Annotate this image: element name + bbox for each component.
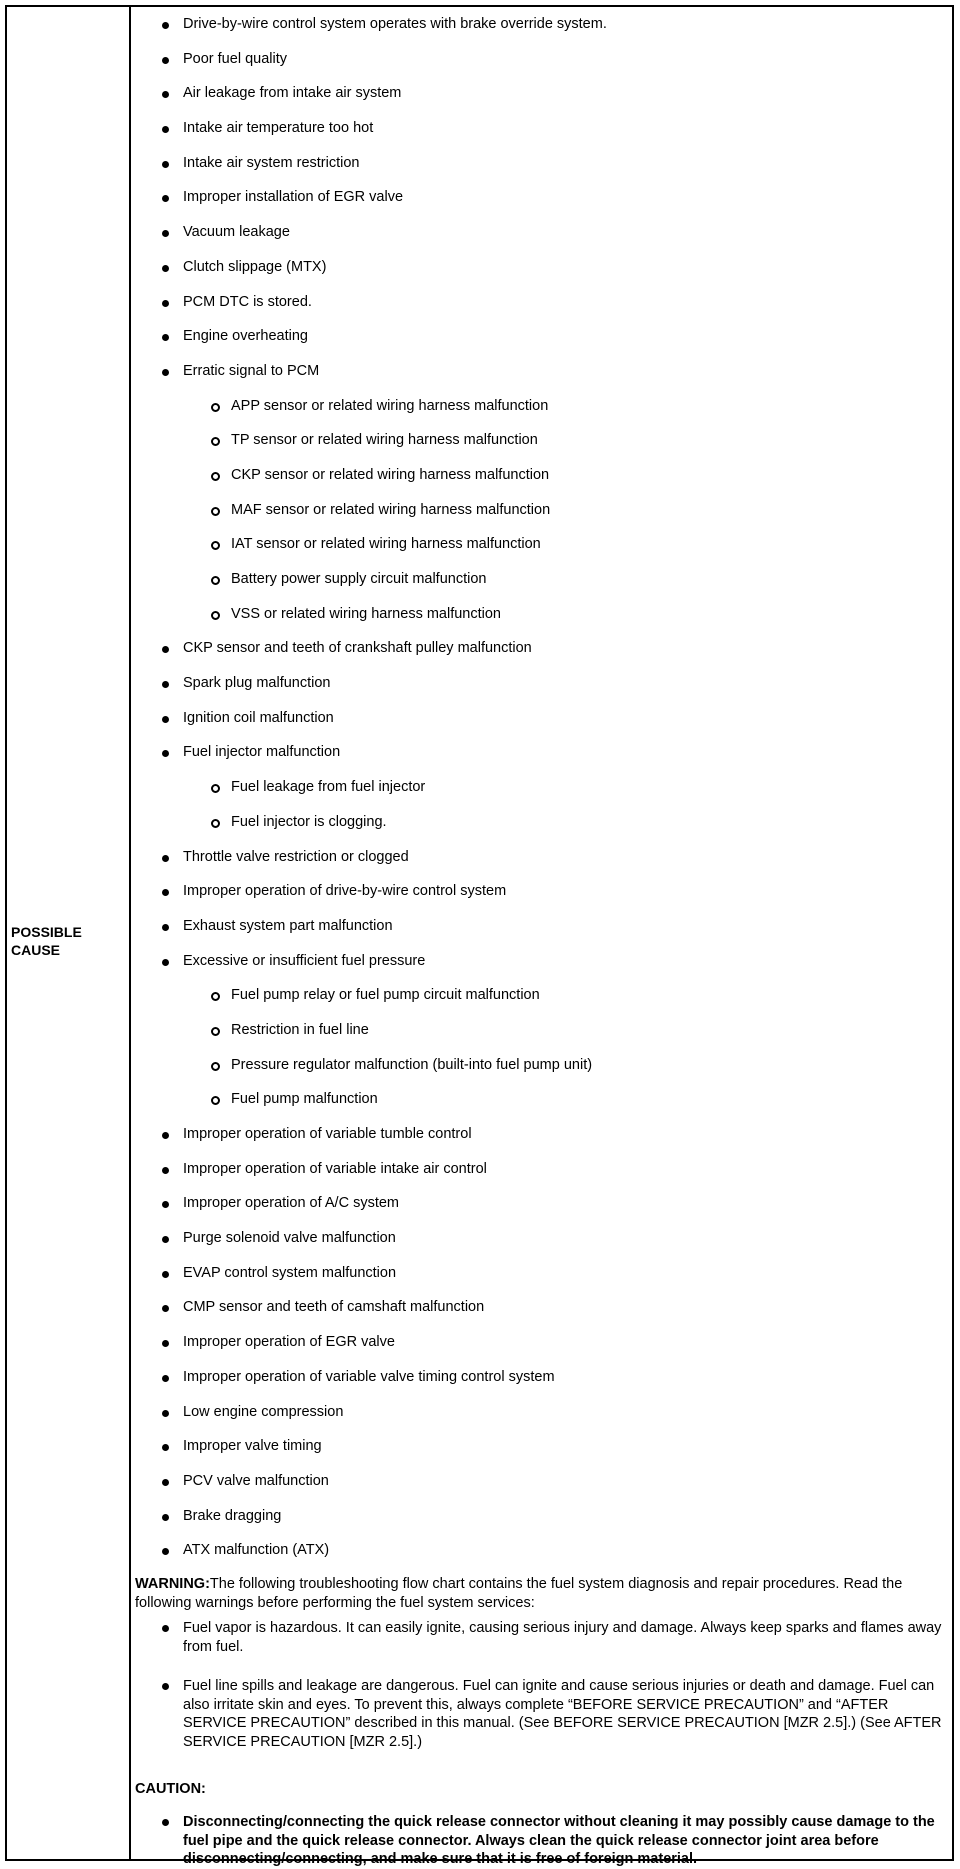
cause-text: Air leakage from intake air system bbox=[183, 85, 402, 102]
caution-label: CAUTION: bbox=[135, 1781, 206, 1797]
open-circle-bullet-icon bbox=[211, 541, 220, 550]
cause-text: APP sensor or related wiring harness malfunction bbox=[231, 397, 549, 414]
cause-item bbox=[131, 1360, 952, 1395]
cause-text: Clutch slippage (MTX) bbox=[183, 258, 327, 275]
cause-text: VSS or related wiring harness malfunction bbox=[231, 605, 501, 622]
sub-cause-item bbox=[131, 527, 952, 562]
bullet-icon bbox=[162, 1514, 169, 1521]
label-cell bbox=[7, 7, 131, 1859]
cause-text: Low engine compression bbox=[183, 1403, 344, 1420]
bullet-icon bbox=[162, 1132, 169, 1139]
open-circle-bullet-icon bbox=[211, 1027, 220, 1036]
bullet-icon bbox=[162, 1548, 169, 1555]
cause-text: Improper operation of drive-by-wire control system bbox=[183, 883, 507, 900]
sub-cause-item bbox=[131, 1082, 952, 1117]
cause-text: Throttle valve restriction or clogged bbox=[183, 848, 409, 865]
cause-item bbox=[131, 840, 952, 875]
open-circle-bullet-icon bbox=[211, 507, 220, 516]
bullet-icon bbox=[162, 646, 169, 653]
warning-item bbox=[131, 1677, 951, 1751]
cause-item bbox=[131, 1186, 952, 1221]
cause-text: Poor fuel quality bbox=[183, 50, 287, 67]
open-circle-bullet-icon bbox=[211, 437, 220, 446]
open-circle-bullet-icon bbox=[211, 819, 220, 828]
bullet-icon bbox=[162, 959, 169, 966]
cause-text: Brake dragging bbox=[183, 1507, 282, 1524]
cause-text: Pressure regulator malfunction (built-into fuel pump unit) bbox=[231, 1056, 593, 1073]
bullet-icon bbox=[162, 1271, 169, 1278]
cause-item bbox=[131, 1152, 952, 1187]
cause-list bbox=[131, 7, 952, 1568]
bullet-icon bbox=[162, 1819, 169, 1826]
bullet-icon bbox=[162, 1625, 169, 1632]
open-circle-bullet-icon bbox=[211, 784, 220, 793]
warning-item-text: Fuel vapor is hazardous. It can easily ignite, causing serious injury and damage. Always keep sparks and flames away from fuel. bbox=[183, 1620, 942, 1655]
bullet-icon bbox=[162, 300, 169, 307]
cause-item bbox=[131, 354, 952, 389]
cause-text: Improper operation of variable intake air control bbox=[183, 1160, 487, 1177]
cause-text: Improper operation of variable valve timing control system bbox=[183, 1368, 555, 1385]
cause-text: EVAP control system malfunction bbox=[183, 1264, 397, 1281]
bullet-icon bbox=[162, 1201, 169, 1208]
caution-item bbox=[131, 1813, 951, 1869]
sub-cause-item bbox=[131, 1048, 952, 1083]
content-cell bbox=[131, 7, 952, 1867]
cause-item bbox=[131, 1533, 952, 1568]
bullet-icon bbox=[162, 195, 169, 202]
cause-text: Engine overheating bbox=[183, 328, 308, 345]
warning-block bbox=[135, 1575, 951, 1613]
cause-text: Ignition coil malfunction bbox=[183, 709, 334, 726]
cause-text: IAT sensor or related wiring harness malfunction bbox=[231, 536, 541, 553]
cause-item bbox=[131, 735, 952, 770]
cause-text: Excessive or insufficient fuel pressure bbox=[183, 952, 426, 969]
cause-item bbox=[131, 250, 952, 285]
cause-text: Intake air temperature too hot bbox=[183, 120, 374, 137]
cause-item bbox=[131, 76, 952, 111]
cause-text: ATX malfunction (ATX) bbox=[183, 1542, 330, 1559]
cause-item bbox=[131, 7, 952, 42]
cause-text: Spark plug malfunction bbox=[183, 675, 331, 692]
cause-item bbox=[131, 1464, 952, 1499]
bullet-icon bbox=[162, 855, 169, 862]
warning-item bbox=[131, 1619, 951, 1656]
cause-text: Improper operation of variable tumble control bbox=[183, 1126, 472, 1142]
cause-item bbox=[131, 701, 952, 736]
cause-text: CKP sensor and teeth of crankshaft pulley malfunction bbox=[183, 640, 532, 657]
cause-text: Improper installation of EGR valve bbox=[183, 189, 404, 206]
bullet-icon bbox=[162, 265, 169, 272]
cause-item bbox=[131, 215, 952, 250]
bullet-icon bbox=[162, 681, 169, 688]
bullet-icon bbox=[162, 750, 169, 757]
sub-cause-item bbox=[131, 423, 952, 458]
cause-text: Purge solenoid valve malfunction bbox=[183, 1230, 396, 1247]
cause-item bbox=[131, 111, 952, 146]
bullet-icon bbox=[162, 924, 169, 931]
cause-text: MAF sensor or related wiring harness malfunction bbox=[231, 501, 551, 518]
bullet-icon bbox=[162, 889, 169, 896]
possible-cause-table bbox=[5, 5, 954, 1867]
bullet-icon bbox=[162, 1683, 169, 1690]
cause-text: Exhaust system part malfunction bbox=[183, 917, 393, 934]
caution-item-text: Disconnecting/connecting the quick release connector without cleaning it may possibly cause damage to the fuel pipe and the quick release connector. Always clean the quick release connector joint area before disconnecting/connecting, and make sure that it is free of foreign material. bbox=[183, 1814, 935, 1867]
cause-text: Erratic signal to PCM bbox=[183, 362, 320, 379]
sub-cause-item bbox=[131, 458, 952, 493]
cause-text: CMP sensor and teeth of camshaft malfunction bbox=[183, 1299, 485, 1316]
bullet-icon bbox=[162, 1410, 169, 1417]
cause-item bbox=[131, 319, 952, 354]
cause-item bbox=[131, 285, 952, 320]
sub-cause-item bbox=[131, 805, 952, 840]
bullet-icon bbox=[162, 369, 169, 376]
bullet-icon bbox=[162, 716, 169, 723]
bullet-icon bbox=[162, 1305, 169, 1312]
cause-text: Improper operation of EGR valve bbox=[183, 1334, 395, 1351]
cause-text: Fuel injector malfunction bbox=[183, 744, 341, 761]
sub-cause-item bbox=[131, 562, 952, 597]
cause-text: Fuel pump relay or fuel pump circuit malfunction bbox=[231, 987, 540, 1004]
bullet-icon bbox=[162, 1444, 169, 1451]
cause-item bbox=[131, 42, 952, 77]
open-circle-bullet-icon bbox=[211, 403, 220, 412]
open-circle-bullet-icon bbox=[211, 1062, 220, 1071]
warning-text: The following troubleshooting flow chart contains the fuel system diagnosis and repair procedures. Read the following warnings before performing the fuel system services: bbox=[135, 1576, 903, 1611]
cause-item bbox=[131, 1429, 952, 1464]
cause-item bbox=[131, 146, 952, 181]
bullet-icon bbox=[162, 1479, 169, 1486]
possible-cause-label: POSSIBLE CAUSE bbox=[11, 924, 82, 958]
cause-item bbox=[131, 1256, 952, 1291]
cause-item bbox=[131, 1325, 952, 1360]
bullet-icon bbox=[162, 161, 169, 168]
bullet-icon bbox=[162, 230, 169, 237]
cause-text: Vacuum leakage bbox=[183, 224, 290, 241]
cause-text: Drive-by-wire control system operates with brake override system. bbox=[183, 16, 607, 32]
cause-item bbox=[131, 666, 952, 701]
open-circle-bullet-icon bbox=[211, 472, 220, 481]
sub-cause-item bbox=[131, 597, 952, 632]
bullet-icon bbox=[162, 57, 169, 64]
bullet-icon bbox=[162, 334, 169, 341]
cause-text: Fuel injector is clogging. bbox=[231, 813, 387, 830]
warning-label: WARNING: bbox=[135, 1576, 210, 1592]
warning-item-text: Fuel line spills and leakage are dangerous. Fuel can ignite and cause serious injuries or death and damage. Fuel can also irritate skin and eyes. To prevent this, always complete “BEFORE SERVICE PRECAUTION” and “AFTER SERVICE PRECAUTION” described in this manual. (See BEFORE SERVICE PRECAUTION [MZR 2.5].) (See AFTER SERVICE PRECAUTION [MZR 2.5].) bbox=[183, 1678, 942, 1750]
cause-item bbox=[131, 1221, 952, 1256]
cause-text: Restriction in fuel line bbox=[231, 1021, 369, 1038]
cause-item bbox=[131, 180, 952, 215]
cause-item bbox=[131, 1290, 952, 1325]
cause-item bbox=[131, 1395, 952, 1430]
cause-item bbox=[131, 874, 952, 909]
open-circle-bullet-icon bbox=[211, 576, 220, 585]
cause-item bbox=[131, 1117, 952, 1152]
cause-text: Improper valve timing bbox=[183, 1438, 322, 1455]
bullet-icon bbox=[162, 1236, 169, 1243]
bullet-icon bbox=[162, 126, 169, 133]
bullet-icon bbox=[162, 1375, 169, 1382]
cause-item bbox=[131, 1499, 952, 1534]
open-circle-bullet-icon bbox=[211, 1096, 220, 1105]
sub-cause-item bbox=[131, 770, 952, 805]
sub-cause-item bbox=[131, 493, 952, 528]
cause-text: CKP sensor or related wiring harness malfunction bbox=[231, 466, 550, 483]
bullet-icon bbox=[162, 91, 169, 98]
sub-cause-item bbox=[131, 389, 952, 424]
cause-item bbox=[131, 631, 952, 666]
cause-text: TP sensor or related wiring harness malfunction bbox=[231, 432, 538, 449]
bullet-icon bbox=[162, 22, 169, 29]
cause-item bbox=[131, 944, 952, 979]
cause-text: PCV valve malfunction bbox=[183, 1472, 329, 1489]
cause-text: Fuel pump malfunction bbox=[231, 1091, 378, 1108]
bullet-icon bbox=[162, 1167, 169, 1174]
open-circle-bullet-icon bbox=[211, 611, 220, 620]
cause-text: PCM DTC is stored. bbox=[183, 293, 312, 310]
open-circle-bullet-icon bbox=[211, 992, 220, 1001]
cause-item bbox=[131, 909, 952, 944]
cause-text: Battery power supply circuit malfunction bbox=[231, 571, 487, 587]
cause-text: Intake air system restriction bbox=[183, 154, 360, 171]
cause-text: Fuel leakage from fuel injector bbox=[231, 779, 426, 796]
cause-text: Improper operation of A/C system bbox=[183, 1195, 399, 1212]
sub-cause-item bbox=[131, 978, 952, 1013]
bullet-icon bbox=[162, 1340, 169, 1347]
sub-cause-item bbox=[131, 1013, 952, 1048]
